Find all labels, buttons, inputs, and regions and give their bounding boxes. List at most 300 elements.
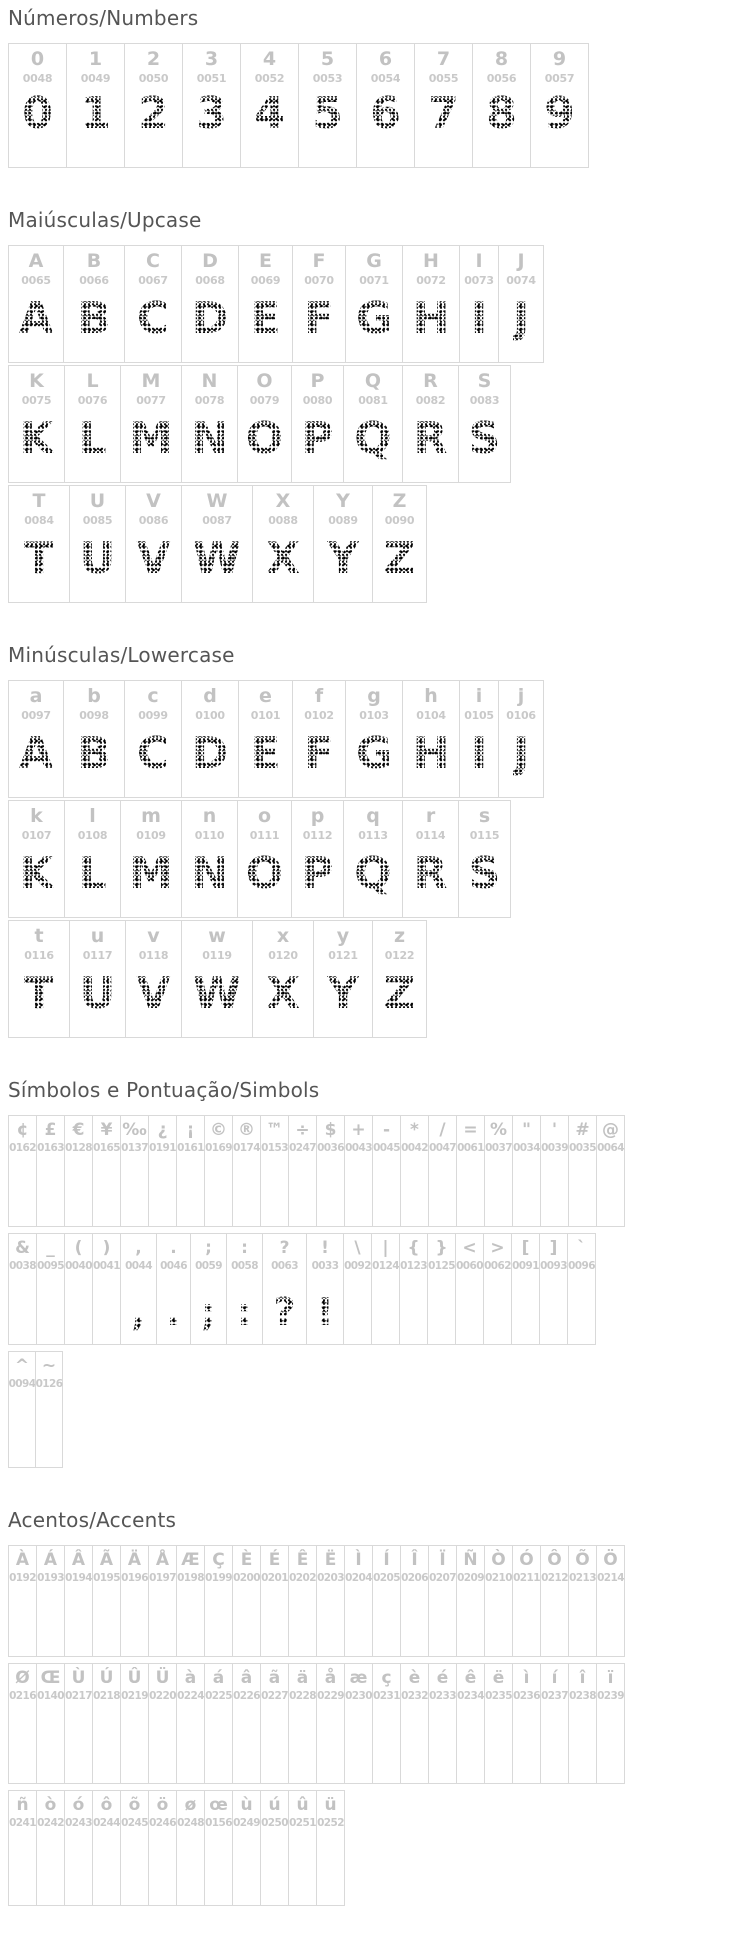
char-label: ? — [279, 1238, 290, 1258]
char-code: 0108 — [77, 828, 108, 842]
char-label: % — [489, 1120, 508, 1140]
char-cell — [66, 43, 125, 168]
char-label: b — [87, 685, 101, 707]
char-label: € — [72, 1120, 85, 1140]
char-cell — [288, 1545, 317, 1657]
char-cell — [64, 365, 121, 483]
char-glyph: F — [303, 728, 335, 780]
char-label: < — [462, 1238, 477, 1258]
char-cell — [8, 1663, 37, 1784]
char-code: 0218 — [93, 1689, 120, 1702]
char-label: Ì — [355, 1550, 362, 1570]
char-row-symbols-0 — [8, 1115, 658, 1227]
char-glyph: 4 — [254, 88, 285, 140]
char-code: 0081 — [358, 393, 388, 407]
char-cell — [530, 43, 589, 168]
char-cell — [252, 485, 314, 603]
char-label: Ù — [71, 1668, 86, 1688]
char-label: ó — [72, 1795, 85, 1815]
char-cell — [232, 1115, 261, 1227]
char-label: ) — [102, 1238, 111, 1258]
char-cell — [190, 1233, 227, 1345]
char-label: å — [324, 1668, 337, 1688]
char-label: c — [147, 685, 159, 707]
char-code: 0064 — [597, 1141, 624, 1154]
char-code: 0162 — [9, 1141, 36, 1154]
char-code: 0105 — [464, 708, 494, 722]
char-glyph: Z — [383, 968, 416, 1020]
char-code: 0211 — [513, 1571, 540, 1584]
char-glyph: D — [191, 293, 229, 345]
char-label: P — [310, 370, 325, 392]
char-code: 0196 — [121, 1571, 148, 1584]
char-glyph: S — [468, 413, 501, 465]
char-label: l — [89, 805, 96, 827]
char-code: 0126 — [35, 1377, 63, 1390]
char-row-symbols-2 — [8, 1351, 658, 1468]
char-code: 0193 — [37, 1571, 64, 1584]
char-cell — [120, 1115, 149, 1227]
char-code: 0233 — [429, 1689, 456, 1702]
char-label: . — [170, 1238, 177, 1258]
char-cell — [252, 920, 314, 1038]
char-label: W — [206, 490, 228, 512]
char-row-upcase-2 — [8, 485, 658, 603]
char-cell — [92, 1790, 121, 1906]
char-code: 0107 — [21, 828, 52, 842]
char-label: > — [490, 1238, 505, 1258]
char-code: 0140 — [37, 1689, 64, 1702]
char-cell — [596, 1663, 625, 1784]
char-code: 0156 — [205, 1816, 232, 1829]
char-cell — [181, 245, 239, 363]
char-code: 0078 — [194, 393, 225, 407]
char-label: C — [146, 250, 160, 272]
char-cell — [232, 1545, 261, 1657]
char-glyph: 6 — [370, 88, 401, 140]
char-glyph: ? — [273, 1290, 296, 1335]
char-code: 0137 — [121, 1141, 148, 1154]
char-cell — [69, 485, 126, 603]
char-code: 0054 — [370, 71, 401, 85]
char-label: ( — [74, 1238, 83, 1258]
char-glyph: W — [192, 968, 242, 1020]
char-label: A — [28, 250, 44, 272]
char-cell — [372, 1545, 401, 1657]
char-cell — [238, 245, 293, 363]
char-label: { — [407, 1238, 420, 1258]
char-label: ê — [464, 1668, 477, 1688]
char-row-accents-1 — [8, 1663, 658, 1784]
char-cell — [343, 1233, 372, 1345]
char-cell — [402, 680, 460, 798]
char-cell — [372, 1115, 401, 1227]
char-cell — [399, 1233, 428, 1345]
char-label: V — [146, 490, 161, 512]
char-label: S — [477, 370, 492, 392]
char-label: E — [259, 250, 272, 272]
char-label: \ — [354, 1238, 361, 1258]
char-label: Ê — [296, 1550, 309, 1570]
char-label: ì — [523, 1668, 530, 1688]
char-code: 0122 — [384, 948, 415, 962]
char-label: ! — [321, 1238, 329, 1258]
char-cell — [316, 1545, 345, 1657]
char-code: 0227 — [261, 1689, 288, 1702]
char-cell — [8, 365, 65, 483]
char-label: R — [423, 370, 438, 392]
char-row-accents-0 — [8, 1545, 658, 1657]
char-label: w — [208, 925, 226, 947]
char-glyph: ! — [316, 1290, 334, 1335]
char-label: Z — [392, 490, 407, 512]
char-cell — [120, 365, 182, 483]
char-cell — [288, 1790, 317, 1906]
char-label: j — [517, 685, 525, 707]
char-label: ¡ — [186, 1120, 195, 1140]
char-code: 0057 — [544, 71, 575, 85]
char-cell — [36, 1233, 65, 1345]
char-glyph: W — [192, 533, 242, 585]
char-cell — [237, 365, 292, 483]
char-glyph: V — [136, 968, 171, 1020]
char-label: @ — [602, 1120, 619, 1140]
char-code: 0044 — [125, 1259, 152, 1272]
char-code: 0043 — [345, 1141, 372, 1154]
char-cell — [483, 1233, 512, 1345]
char-code: 0251 — [289, 1816, 316, 1829]
char-code: 0114 — [415, 828, 446, 842]
char-cell — [8, 920, 70, 1038]
char-label: y — [336, 925, 350, 947]
char-cell — [156, 1233, 191, 1345]
char-code: 0124 — [372, 1259, 399, 1272]
char-cell — [458, 365, 511, 483]
section-title-upcase: Maiúsculas/Upcase — [8, 208, 202, 232]
char-glyph: E — [250, 728, 281, 780]
char-cell — [313, 920, 373, 1038]
char-code: 0220 — [149, 1689, 176, 1702]
char-cell — [372, 920, 427, 1038]
char-code: 0191 — [149, 1141, 176, 1154]
char-glyph: Y — [327, 533, 359, 585]
char-label: Á — [43, 1550, 58, 1570]
char-cell — [36, 1545, 65, 1657]
char-code: 0109 — [136, 828, 166, 842]
char-cell — [148, 1663, 177, 1784]
char-label: à — [184, 1668, 197, 1688]
char-code: 0076 — [77, 393, 108, 407]
char-cell — [232, 1663, 261, 1784]
char-cell — [181, 680, 239, 798]
char-cell — [472, 43, 531, 168]
char-label: f — [314, 685, 324, 707]
char-code: 0059 — [195, 1259, 222, 1272]
char-code: 0035 — [569, 1141, 596, 1154]
char-cell — [36, 1115, 65, 1227]
char-label: = — [463, 1120, 478, 1140]
char-glyph: V — [136, 533, 171, 585]
char-code: 0224 — [177, 1689, 204, 1702]
char-label: t — [34, 925, 44, 947]
char-glyph: E — [250, 293, 281, 345]
char-code: 0050 — [138, 71, 169, 85]
char-code: 0060 — [456, 1259, 483, 1272]
char-code: 0099 — [138, 708, 168, 722]
char-glyph: . — [166, 1290, 181, 1335]
char-label: m — [141, 805, 161, 827]
char-cell — [148, 1790, 177, 1906]
char-code: 0112 — [302, 828, 333, 842]
char-label: ü — [324, 1795, 337, 1815]
char-glyph: U — [79, 533, 116, 585]
char-code: 0243 — [65, 1816, 92, 1829]
char-code: 0205 — [373, 1571, 400, 1584]
char-cell — [125, 920, 182, 1038]
char-code: 0201 — [261, 1571, 288, 1584]
char-code: 0236 — [513, 1689, 540, 1702]
section-title-symbols: Símbolos e Pontuação/Simbols — [8, 1078, 320, 1102]
char-code: 0074 — [506, 273, 536, 287]
char-cell — [402, 800, 459, 918]
char-cell — [596, 1545, 625, 1657]
char-label: 5 — [320, 48, 335, 70]
char-glyph: G — [355, 293, 393, 345]
char-code: 0212 — [541, 1571, 568, 1584]
char-label: , — [135, 1238, 142, 1258]
char-row-symbols-1 — [8, 1233, 658, 1345]
char-cell — [292, 680, 346, 798]
char-code: 0068 — [195, 273, 225, 287]
char-code: 0161 — [177, 1141, 204, 1154]
char-cell — [568, 1115, 597, 1227]
char-cell — [428, 1545, 457, 1657]
char-glyph: X — [266, 968, 300, 1020]
char-cell — [204, 1115, 233, 1227]
char-cell — [148, 1115, 177, 1227]
char-code: 0091 — [512, 1259, 539, 1272]
char-code: 0244 — [93, 1816, 120, 1829]
char-cell — [8, 1545, 37, 1657]
char-code: 0153 — [261, 1141, 288, 1154]
char-label: n — [202, 805, 217, 827]
char-code: 0063 — [271, 1259, 298, 1272]
char-label: Ë — [324, 1550, 337, 1570]
char-code: 0082 — [415, 393, 446, 407]
char-label: z — [393, 925, 406, 947]
char-cell — [125, 485, 182, 603]
char-code: 0111 — [249, 828, 280, 842]
char-glyph: U — [79, 968, 116, 1020]
char-label: H — [423, 250, 439, 272]
char-cell — [176, 1790, 205, 1906]
char-code: 0055 — [428, 71, 459, 85]
section-title-accents: Acentos/Accents — [8, 1508, 177, 1532]
char-label: ÷ — [295, 1120, 310, 1140]
char-label: 9 — [552, 48, 567, 70]
char-glyph: N — [191, 413, 228, 465]
char-cell — [313, 485, 373, 603]
char-glyph: J — [512, 728, 530, 780]
char-cell — [427, 1233, 456, 1345]
char-label: ‰ — [122, 1120, 147, 1140]
char-code: 0113 — [358, 828, 388, 842]
char-label: À — [15, 1550, 30, 1570]
char-glyph: 9 — [544, 88, 575, 140]
char-glyph: 1 — [80, 88, 111, 140]
char-cell — [64, 1115, 93, 1227]
char-glyph: C — [136, 293, 170, 345]
char-label: ¥ — [100, 1120, 113, 1140]
char-code: 0100 — [195, 708, 225, 722]
char-label: # — [575, 1120, 590, 1140]
char-cell — [458, 800, 511, 918]
char-label: * — [410, 1120, 419, 1140]
char-glyph: Y — [327, 968, 359, 1020]
char-label: ú — [268, 1795, 281, 1815]
char-code: 0038 — [9, 1259, 36, 1272]
char-glyph: 3 — [196, 88, 227, 140]
char-cell — [540, 1663, 569, 1784]
char-cell — [260, 1115, 289, 1227]
char-row-lowercase-0 — [8, 680, 658, 798]
char-label: 6 — [378, 48, 393, 70]
char-cell — [298, 43, 357, 168]
char-code: 0123 — [400, 1259, 427, 1272]
char-glyph: 2 — [138, 88, 169, 140]
char-cell — [36, 1663, 65, 1784]
char-glyph: T — [23, 533, 54, 585]
char-code: 0085 — [82, 513, 113, 527]
char-code: 0241 — [9, 1816, 36, 1829]
char-cell — [343, 800, 403, 918]
char-label: q — [366, 805, 380, 827]
char-code: 0200 — [233, 1571, 260, 1584]
char-cell — [456, 1545, 485, 1657]
char-label: 2 — [146, 48, 161, 70]
char-label: T — [32, 490, 46, 512]
char-cell — [64, 1233, 93, 1345]
char-glyph: I — [470, 293, 488, 345]
char-label: ö — [156, 1795, 169, 1815]
char-label: Õ — [575, 1550, 590, 1570]
char-glyph: M — [129, 413, 173, 465]
char-label: _ — [46, 1238, 55, 1258]
char-label: Ü — [155, 1668, 170, 1688]
char-cell — [176, 1663, 205, 1784]
char-label: î — [579, 1668, 586, 1688]
char-glyph: Q — [354, 413, 392, 465]
char-code: 0037 — [485, 1141, 512, 1154]
char-cell — [226, 1233, 263, 1345]
char-glyph: P — [301, 848, 334, 900]
char-label: 8 — [494, 48, 509, 70]
char-label: o — [257, 805, 272, 827]
char-glyph: 8 — [486, 88, 517, 140]
char-row-upcase-1 — [8, 365, 658, 483]
char-code: 0045 — [373, 1141, 400, 1154]
char-cell — [344, 1545, 373, 1657]
char-code: 0252 — [317, 1816, 344, 1829]
char-code: 0066 — [79, 273, 109, 287]
char-cell — [120, 1233, 157, 1345]
char-label: 3 — [204, 48, 219, 70]
char-code: 0070 — [304, 273, 334, 287]
char-cell — [568, 1545, 597, 1657]
char-cell — [35, 1351, 63, 1468]
char-label: â — [240, 1668, 253, 1688]
char-cell — [512, 1663, 541, 1784]
char-glyph: P — [301, 413, 334, 465]
char-cell — [204, 1790, 233, 1906]
char-label: X — [275, 490, 291, 512]
char-label: ¿ — [157, 1120, 168, 1140]
char-code: 0199 — [205, 1571, 232, 1584]
char-code: 0118 — [138, 948, 169, 962]
char-code: 0088 — [268, 513, 298, 527]
char-code: 0095 — [37, 1259, 64, 1272]
char-label: ` — [577, 1238, 586, 1258]
char-label: v — [147, 925, 160, 947]
char-cell — [124, 245, 182, 363]
char-cell — [238, 680, 293, 798]
char-code: 0214 — [597, 1571, 624, 1584]
char-label: B — [86, 250, 102, 272]
char-cell — [260, 1545, 289, 1657]
char-glyph: R — [413, 848, 448, 900]
char-code: 0242 — [37, 1816, 64, 1829]
char-label: Ç — [212, 1550, 225, 1570]
char-label: ñ — [16, 1795, 29, 1815]
char-code: 0248 — [177, 1816, 204, 1829]
char-code: 0210 — [485, 1571, 512, 1584]
char-label: ù — [240, 1795, 253, 1815]
char-label: Ñ — [463, 1550, 478, 1570]
char-code: 0087 — [202, 513, 232, 527]
char-label: 0 — [30, 48, 45, 70]
char-cell — [400, 1663, 429, 1784]
char-label: È — [240, 1550, 253, 1570]
char-cell — [63, 245, 125, 363]
char-row-accents-2 — [8, 1790, 658, 1906]
char-code: 0229 — [317, 1689, 344, 1702]
char-cell — [292, 245, 346, 363]
char-cell — [498, 245, 544, 363]
char-code: 0195 — [93, 1571, 120, 1584]
char-code: 0077 — [136, 393, 166, 407]
char-cell — [414, 43, 473, 168]
char-label: Q — [364, 370, 382, 392]
char-code: 0119 — [202, 948, 232, 962]
char-cell — [402, 365, 459, 483]
char-label: h — [424, 685, 438, 707]
char-code: 0239 — [597, 1689, 624, 1702]
char-label: K — [29, 370, 44, 392]
char-label: } — [435, 1238, 448, 1258]
section-title-numbers: Números/Numbers — [8, 6, 199, 30]
char-cell — [484, 1663, 513, 1784]
char-label: Ï — [439, 1550, 446, 1570]
char-cell — [455, 1233, 484, 1345]
char-code: 0246 — [149, 1816, 176, 1829]
char-label: £ — [44, 1120, 57, 1140]
char-glyph: A — [18, 293, 54, 345]
char-label: 7 — [436, 48, 451, 70]
char-code: 0065 — [21, 273, 51, 287]
char-cell — [64, 1663, 93, 1784]
char-code: 0198 — [177, 1571, 204, 1584]
char-glyph: ; — [200, 1290, 217, 1335]
